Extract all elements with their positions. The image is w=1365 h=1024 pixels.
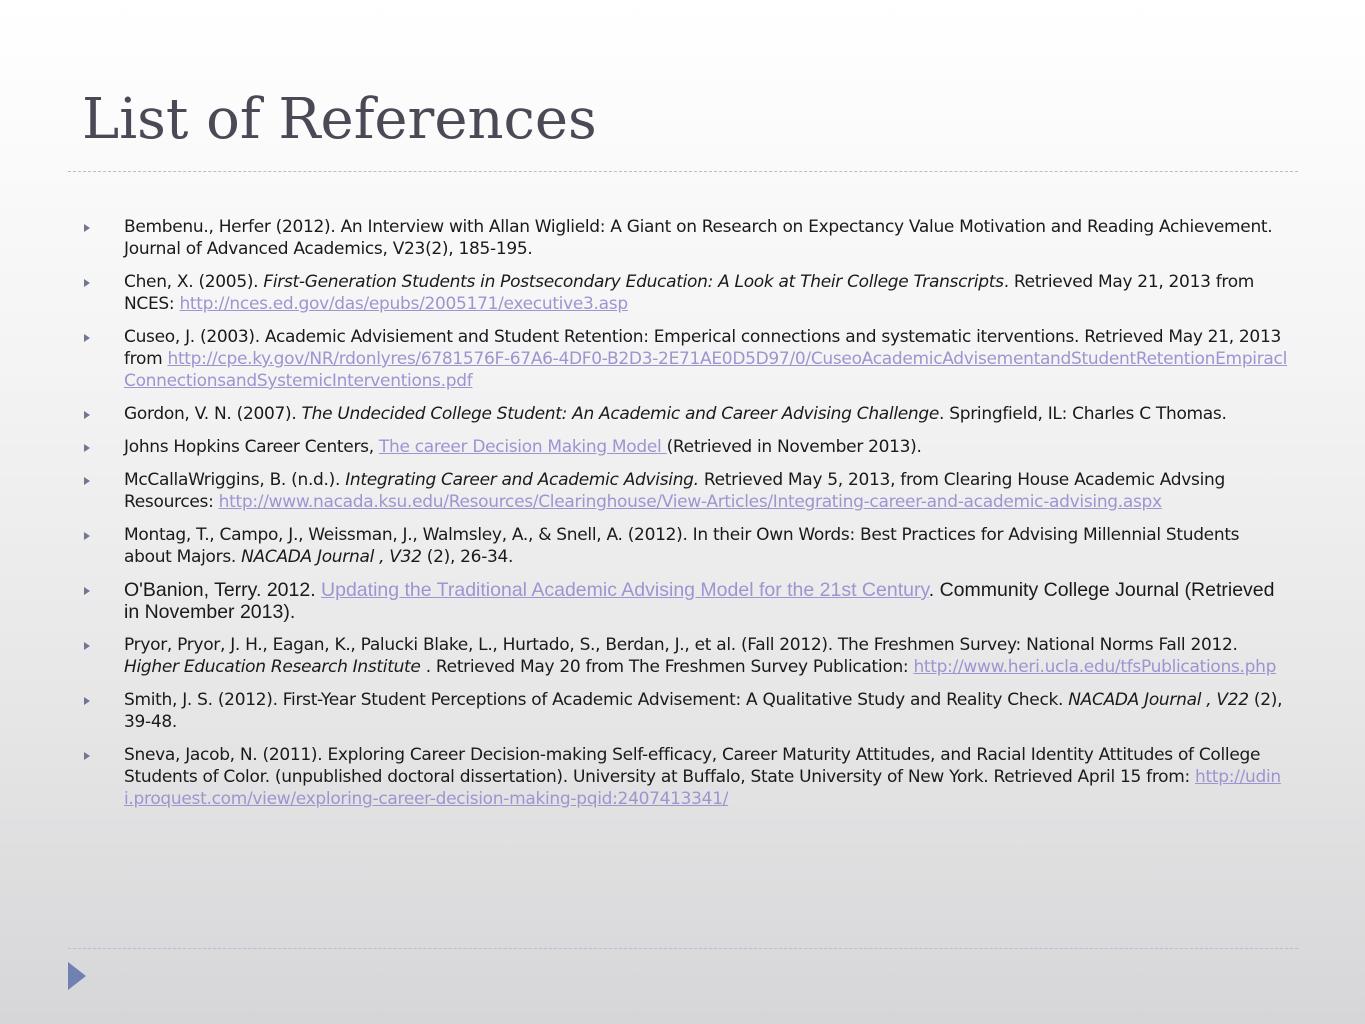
- triangle-bullet-icon: [84, 587, 90, 595]
- reference-text: . Springfield, IL: Charles C Thomas.: [939, 404, 1227, 424]
- reference-italic-text: Integrating Career and Academic Advising.: [345, 470, 699, 490]
- reference-item: [84, 579, 1290, 623]
- reference-link[interactable]: The career Decision Making Model: [378, 437, 667, 457]
- triangle-bullet-icon: [84, 477, 90, 485]
- reference-text: Sneva, Jacob, N. (2011). Exploring Career Decision-making Self-efficacy, Career Maturity Attitudes, and Racial Identity Attitudes of College Students of Color. (unpublished doctoral dissertation). University at Buffalo, State University of New York. Retrieved April 15 from:: [124, 745, 1261, 787]
- reference-item: [84, 744, 1290, 810]
- reference-text: McCallaWriggins, B. (n.d.).: [124, 470, 346, 490]
- reference-text: Retrieved May 5, 2013, from Clearing House Academic Advsing Resources:: [124, 470, 1225, 512]
- reference-item: [84, 469, 1290, 513]
- reference-text: (2), 39-48.: [124, 690, 1283, 732]
- reference-link[interactable]: http://www.nacada.ksu.edu/Resources/Clearinghouse/View-Articles/Integrating-career-and-academic-advising.aspx: [218, 492, 1162, 512]
- triangle-bullet-icon: [84, 411, 90, 419]
- top-divider: [68, 171, 1298, 172]
- reference-item: [84, 689, 1290, 733]
- triangle-bullet-icon: [84, 279, 90, 287]
- reference-text: . Retrieved May 21, 2013 from NCES:: [124, 272, 1255, 314]
- next-slide-arrow-icon[interactable]: [68, 962, 86, 990]
- reference-italic-text: The Undecided College Student: An Academic and Career Advising Challenge: [301, 404, 940, 424]
- reference-italic-text: NACADA Journal , V22: [1068, 690, 1249, 710]
- reference-text: (Retrieved in November 2013).: [666, 437, 922, 457]
- reference-text: (2), 26-34.: [421, 547, 514, 567]
- reference-text: Montag, T., Campo, J., Weissman, J., Walmsley, A., & Snell, A. (2012). In their Own Words: Best Practices for Advising Millennial Students about Majors.: [124, 525, 1240, 567]
- reference-link[interactable]: http://www.heri.ucla.edu/tfsPublications.php: [913, 657, 1277, 677]
- reference-text: Bembenu., Herfer (2012). An Interview with Allan Wiglield: A Giant on Research on Expectancy Value Motivation and Reading Achievement. Journal of Advanced Academics, V23(2), 185-195.: [124, 217, 1273, 259]
- reference-text: Gordon, V. N. (2007).: [124, 404, 302, 424]
- reference-italic-text: Higher Education Research Institute: [124, 657, 421, 677]
- reference-text: Smith, J. S. (2012). First-Year Student Perceptions of Academic Advisement: A Qualitative Study and Reality Check.: [124, 690, 1069, 710]
- triangle-bullet-icon: [84, 752, 90, 760]
- reference-link[interactable]: http://udini.proquest.com/view/exploring-career-decision-making-pqid:2407413341/: [124, 767, 1281, 809]
- triangle-bullet-icon: [84, 334, 90, 342]
- reference-text: O'Banion, Terry. 2012.: [124, 579, 322, 601]
- reference-text: Chen, X. (2005).: [124, 272, 264, 292]
- reference-italic-text: First-Generation Students in Postsecondary Education: A Look at Their College Transcripts: [263, 272, 1004, 292]
- reference-item: [84, 524, 1290, 568]
- reference-item: [84, 403, 1290, 425]
- triangle-bullet-icon: [84, 444, 90, 452]
- triangle-bullet-icon: [84, 532, 90, 540]
- reference-text: Cuseo, J. (2003). Academic Advisiement and Student Retention: Emperical connections and systematic iterventions. Retrieved May 21, 2013 from: [124, 327, 1281, 369]
- reference-link[interactable]: http://nces.ed.gov/das/epubs/2005171/executive3.asp: [179, 294, 628, 314]
- reference-italic-text: NACADA Journal , V32: [241, 547, 422, 567]
- reference-text: Pryor, Pryor, J. H., Eagan, K., Palucki Blake, L., Hurtado, S., Berdan, J., et al. (Fall 2012). The Freshmen Survey: National Norms Fall 2012.: [124, 635, 1238, 655]
- reference-item: [84, 634, 1290, 678]
- reference-link[interactable]: http://cpe.ky.gov/NR/rdonlyres/6781576F-67A6-4DF0-B2D3-2E71AE0D5D97/0/CuseoAcademicAdvisementandStudentRetentionEmpiraclConnectionsandSystemicInterventions.pdf: [124, 349, 1288, 391]
- reference-item: [84, 216, 1290, 260]
- page-title: List of References: [82, 87, 597, 152]
- reference-link[interactable]: Updating the Traditional Academic Advising Model for the 21st Century: [321, 579, 929, 601]
- triangle-bullet-icon: [84, 642, 90, 650]
- reference-text: . Retrieved May 20 from The Freshmen Survey Publication:: [420, 657, 914, 677]
- triangle-bullet-icon: [84, 224, 90, 232]
- reference-item: [84, 271, 1290, 315]
- triangle-bullet-icon: [84, 697, 90, 705]
- bottom-divider: [68, 948, 1298, 949]
- reference-list: [84, 216, 1290, 821]
- reference-item: [84, 326, 1290, 392]
- reference-item: [84, 436, 1290, 458]
- reference-text: Johns Hopkins Career Centers,: [124, 437, 379, 457]
- reference-text: . Community College Journal (Retrieved in November 2013).: [124, 579, 1275, 623]
